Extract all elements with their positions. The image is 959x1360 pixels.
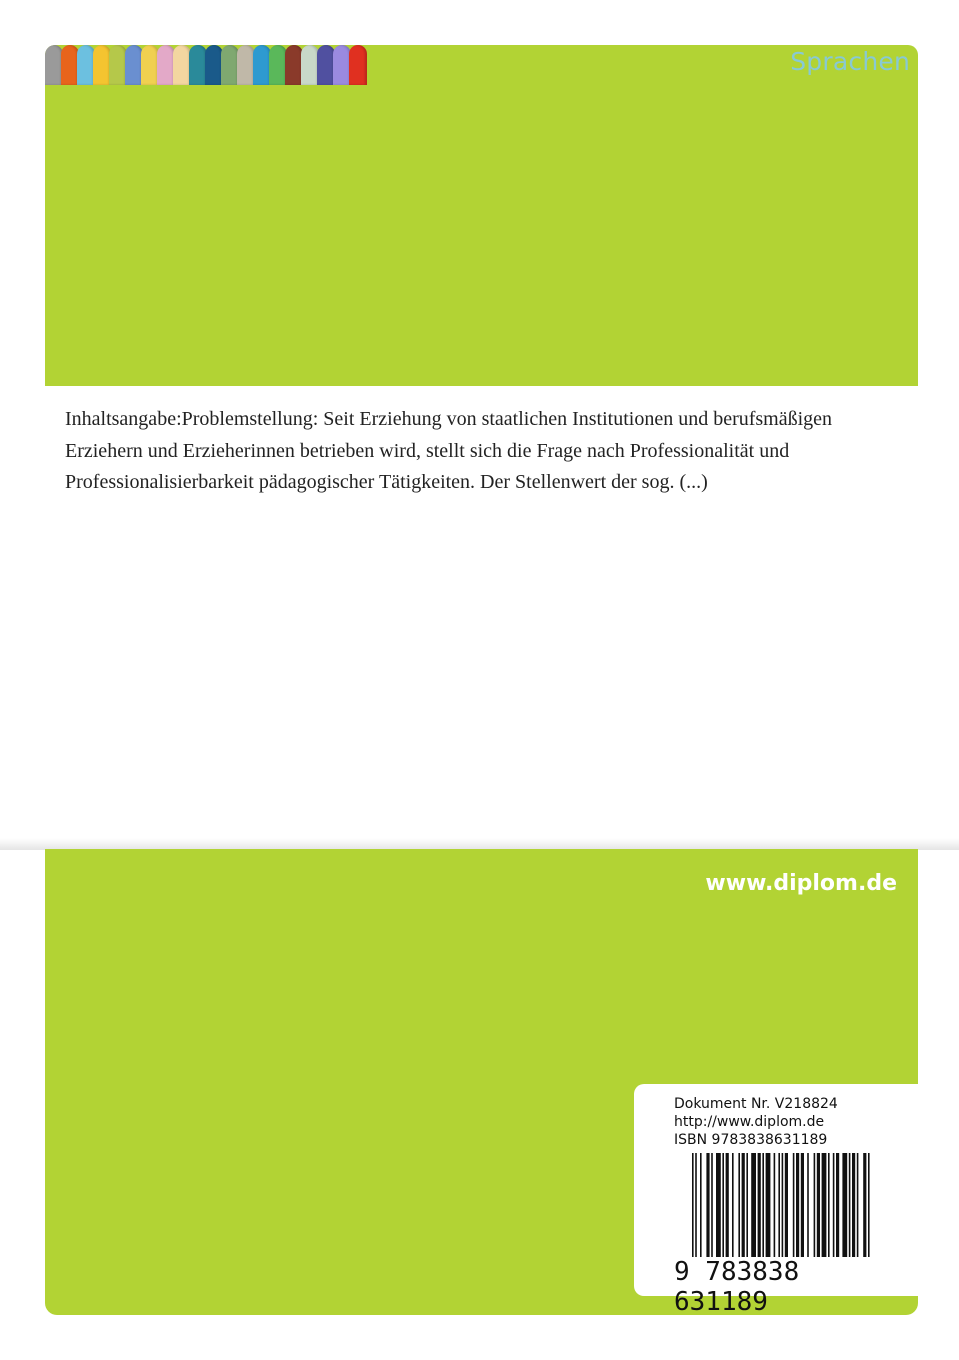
bottom-color-panel (45, 849, 918, 1315)
color-tab-strip (45, 45, 365, 85)
barcode-digits: 9 783838 631189 (674, 1257, 800, 1317)
publisher-website[interactable]: www.diplom.de (705, 871, 897, 896)
abstract-text: Inhaltsangabe:Problemstellung: Seit Erziehung von staatlichen Institutionen und berufsmäßigen Erziehern und Erzieherinnen betrieben wird, stellt sich die Frage nach Professionalität und Professionalisierbarkeit pädagogischer Tätigkeiten. Der Stellenwert der sog. (...) (65, 408, 833, 493)
document-url[interactable]: http://www.diplom.de (674, 1114, 825, 1130)
document-number: Dokument Nr. V218824 (674, 1096, 838, 1112)
top-color-panel (45, 45, 918, 386)
isbn-number: ISBN 9783838631189 (674, 1132, 828, 1148)
category-label: Sprachen (790, 47, 910, 76)
isbn-box (634, 1084, 918, 1317)
isbn-info (674, 1095, 838, 1149)
color-tab (349, 45, 367, 85)
barcode-icon (692, 1153, 904, 1257)
